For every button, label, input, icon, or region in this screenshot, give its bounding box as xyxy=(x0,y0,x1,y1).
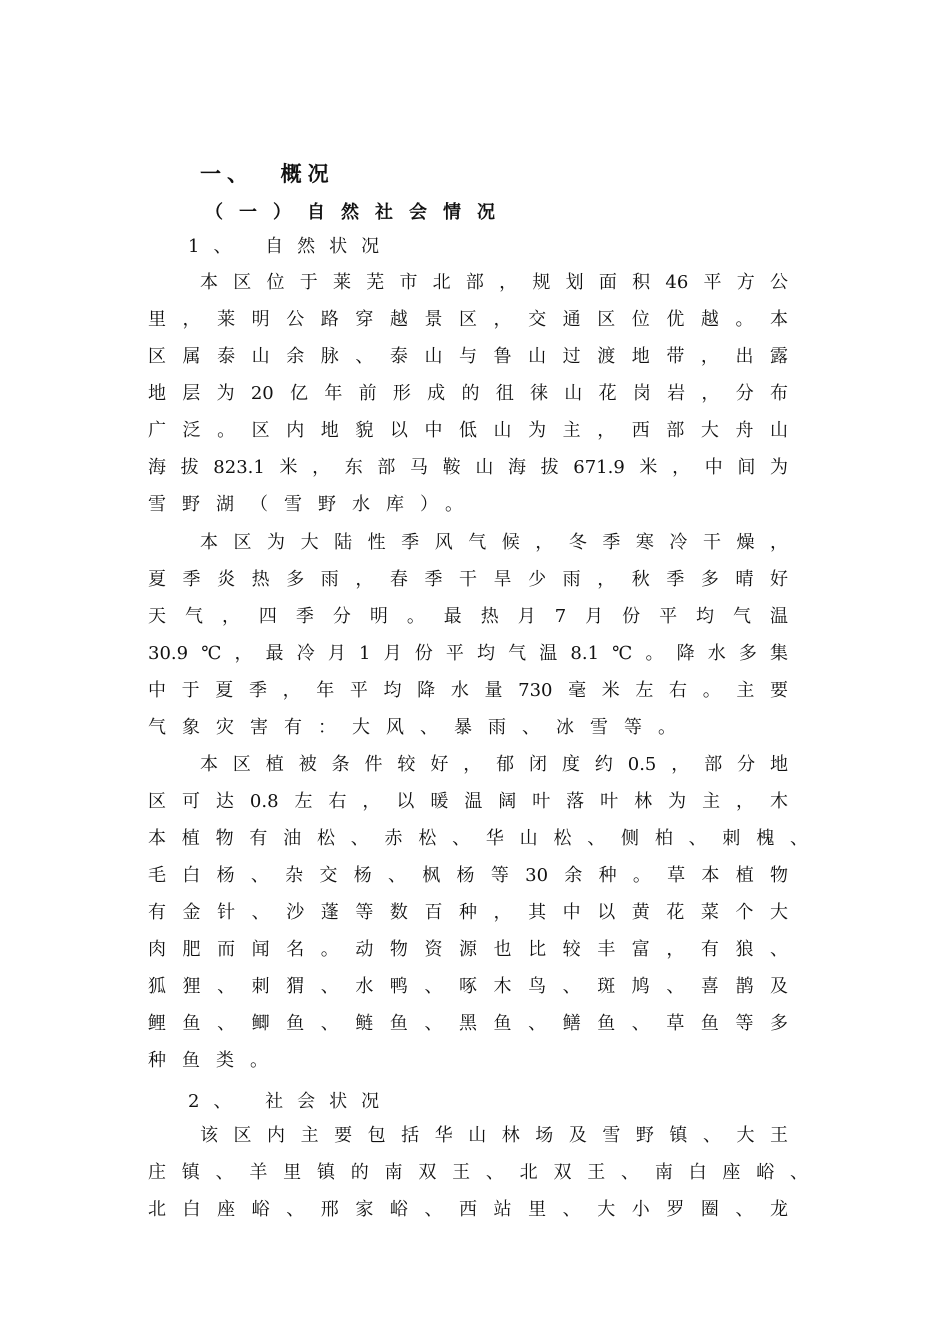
paragraph-line: 区可达0.8左右，以暖温阔叶落叶林为主，木 xyxy=(148,791,788,812)
paragraph-line: 里，莱明公路穿越景区，交通区位优越。本 xyxy=(148,309,788,330)
paragraph-line: 肉肥而闻名。动物资源也比较丰富，有狼、 xyxy=(148,939,788,960)
paragraph-line: 鲤鱼、鲫鱼、鲢鱼、黑鱼、鳝鱼、草鱼等多 xyxy=(148,1013,788,1034)
paragraph-line: 本区植被条件较好，郁闭度约0.5，部分地 xyxy=(200,754,788,775)
paragraph-line: 夏季炎热多雨，春季干旱少雨，秋季多晴好 xyxy=(148,569,788,590)
paragraph-line: 该区内主要包括华山林场及雪野镇、大王 xyxy=(200,1125,788,1146)
paragraph-line: 30.9℃，最冷月1月份平均气温8.1℃。降水多集 xyxy=(148,643,788,664)
paragraph-line: 海拔823.1米，东部马鞍山海拔671.9米，中间为 xyxy=(148,457,788,478)
paragraph-line: 广泛。区内地貌以中低山为主，西部大舟山 xyxy=(148,420,788,441)
paragraph-line: 地层为20亿年前形成的徂徕山花岗岩，分布 xyxy=(148,383,788,404)
paragraph-line: 本植物有油松、赤松、华山松、侧柏、刺槐、 xyxy=(148,828,808,849)
heading-social-conditions: 2、 社会状况 xyxy=(188,1091,394,1112)
paragraph-line: 本区位于莱芜市北部，规划面积46平方公 xyxy=(200,272,788,293)
paragraph-line: 区属泰山余脉、泰山与鲁山过渡地带，出露 xyxy=(148,346,788,367)
paragraph-line: 狐狸、刺猬、水鸭、啄木鸟、斑鸠、喜鹊及 xyxy=(148,976,788,997)
paragraph-line: 天气，四季分明。最热月7月份平均气温 xyxy=(148,606,788,627)
paragraph-line: 中于夏季，年平均降水量730毫米左右。主要 xyxy=(148,680,788,701)
paragraph-line: 种鱼类。 xyxy=(148,1050,284,1071)
paragraph-line: 气象灾害有：大风、暴雨、冰雪等。 xyxy=(148,717,692,738)
paragraph-line: 本区为大陆性季风气候，冬季寒冷干燥， xyxy=(200,532,788,553)
paragraph-line: 有金针、沙蓬等数百种，其中以黄花菜个大 xyxy=(148,902,788,923)
section-heading-overview: 一、 概况 xyxy=(200,161,335,186)
paragraph-line: 庄镇、羊里镇的南双王、北双王、南白座峪、 xyxy=(148,1162,808,1183)
subsection-heading-natural-social: （一）自然社会情况 xyxy=(205,202,511,223)
heading-natural-conditions: 1、 自然状况 xyxy=(188,236,394,257)
paragraph-line: 北白座峪、邢家峪、西站里、大小罗圈、龙 xyxy=(148,1199,788,1220)
paragraph-line: 毛白杨、杂交杨、枫杨等30余种。草本植物 xyxy=(148,865,788,886)
paragraph-line: 雪野湖（雪野水库）。 xyxy=(148,494,479,515)
